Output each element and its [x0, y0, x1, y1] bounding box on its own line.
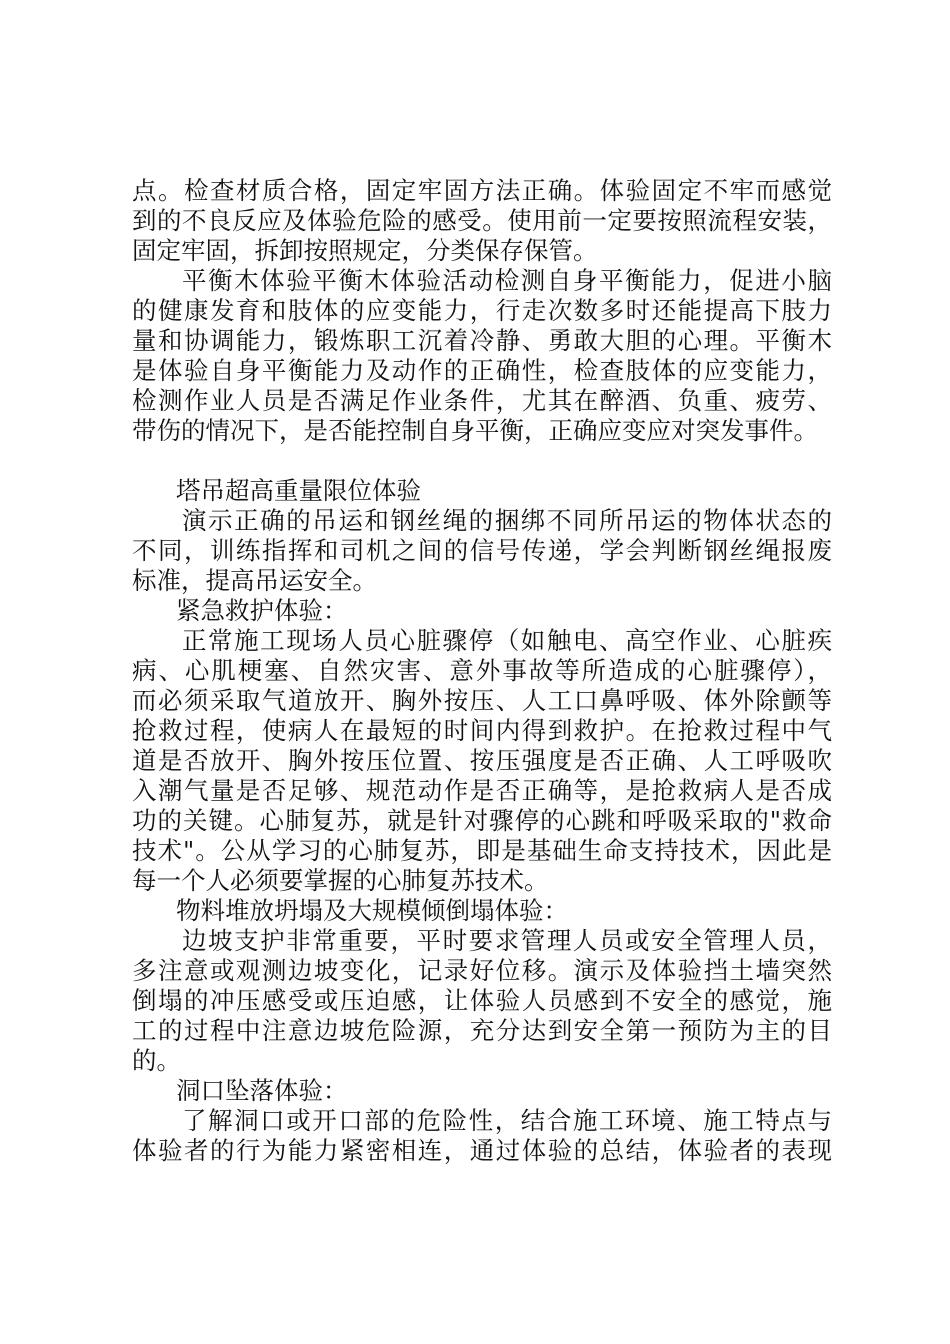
- text-line: 而必须采取气道放开、胸外按压、人工口鼻呼吸、体外除颤等: [132, 686, 832, 715]
- section-heading-opening-fall: 洞口坠落体验：: [176, 1076, 348, 1105]
- text-line: 道是否放开、胸外按压位置、按压强度是否正确、人工呼吸吹: [132, 746, 832, 775]
- paragraph-opening-fall: [132, 1106, 832, 1166]
- text-line: 技术"。公从学习的心肺复苏，即是基础生命支持技术，因此是: [132, 836, 832, 865]
- section-heading-emergency-rescue: 紧急救护体验：: [176, 596, 348, 625]
- text-line: 标准，提高吊运安全。: [132, 566, 377, 595]
- text-line: 检测作业人员是否满足作业条件，尤其在醉酒、负重、疲劳、: [132, 386, 832, 415]
- text-line: 平衡木体验平衡木体验活动检测自身平衡能力，促进小脑: [182, 266, 832, 295]
- text-line: 演示正确的吊运和钢丝绳的捆绑不同所吊运的物体状态的: [182, 506, 832, 535]
- text-line: 体验者的行为能力紧密相连，通过体验的总结，体验者的表现: [132, 1136, 832, 1165]
- text-line: 点。检查材质合格，固定牢固方法正确。体验固定不牢而感觉: [132, 176, 832, 205]
- text-line: 带伤的情况下，是否能控制自身平衡，正确应变应对突发事件。: [132, 416, 818, 445]
- text-line: 正常施工现场人员心脏骤停（如触电、高空作业、心脏疾: [182, 626, 832, 655]
- text-line: 量和协调能力，锻炼职工沉着冷静、勇敢大胆的心理。平衡木: [132, 326, 832, 355]
- text-line: 功的关键。心肺复苏，就是针对骤停的心跳和呼吸采取的"救命: [132, 806, 832, 835]
- paragraph-material-collapse: [132, 926, 832, 1076]
- text-line: 边坡支护非常重要，平时要求管理人员或安全管理人员，: [182, 926, 832, 955]
- text-line: 抢救过程，使病人在最短的时间内得到救护。在抢救过程中气: [132, 716, 832, 745]
- section-heading-material-collapse: 物料堆放坍塌及大规模倾倒塌体验：: [176, 896, 568, 925]
- paragraph-tower-crane: [132, 506, 832, 596]
- text-line: 不同，训练指挥和司机之间的信号传递，学会判断钢丝绳报废: [132, 536, 832, 565]
- text-line: 到的不良反应及体验危险的感受。使用前一定要按照流程安装，: [132, 206, 832, 235]
- text-line: 的。: [132, 1046, 181, 1075]
- text-line: 倒塌的冲压感受或压迫感，让体验人员感到不安全的感觉，施: [132, 986, 832, 1015]
- text-line: 工的过程中注意边坡危险源，充分达到安全第一预防为主的目: [132, 1016, 832, 1045]
- paragraph-balance-beam: [132, 266, 832, 446]
- text-line: 入潮气量是否足够、规范动作是否正确等，是抢救病人是否成: [132, 776, 832, 805]
- text-line: 多注意或观测边坡变化，记录好位移。演示及体验挡土墙突然: [132, 956, 832, 985]
- text-line: 病、心肌梗塞、自然灾害、意外事故等所造成的心脏骤停），: [132, 656, 832, 685]
- text-line: 的健康发育和肢体的应变能力，行走次数多时还能提高下肢力: [132, 296, 832, 325]
- paragraph-emergency-rescue: [132, 626, 832, 896]
- text-line: 了解洞口或开口部的危险性，结合施工环境、施工特点与: [182, 1106, 832, 1135]
- paragraph-anchor-check: [132, 176, 832, 266]
- section-heading-tower-crane: 塔吊超高重量限位体验: [176, 476, 421, 505]
- text-line: 每一个人必须要掌握的心肺复苏技术。: [132, 866, 549, 895]
- text-line: 固定牢固，拆卸按照规定，分类保存保管。: [132, 236, 598, 265]
- paragraph-gap: [132, 446, 832, 476]
- text-line: 是体验自身平衡能力及动作的正确性，检查肢体的应变能力，: [132, 356, 832, 385]
- document-page: [132, 176, 832, 1166]
